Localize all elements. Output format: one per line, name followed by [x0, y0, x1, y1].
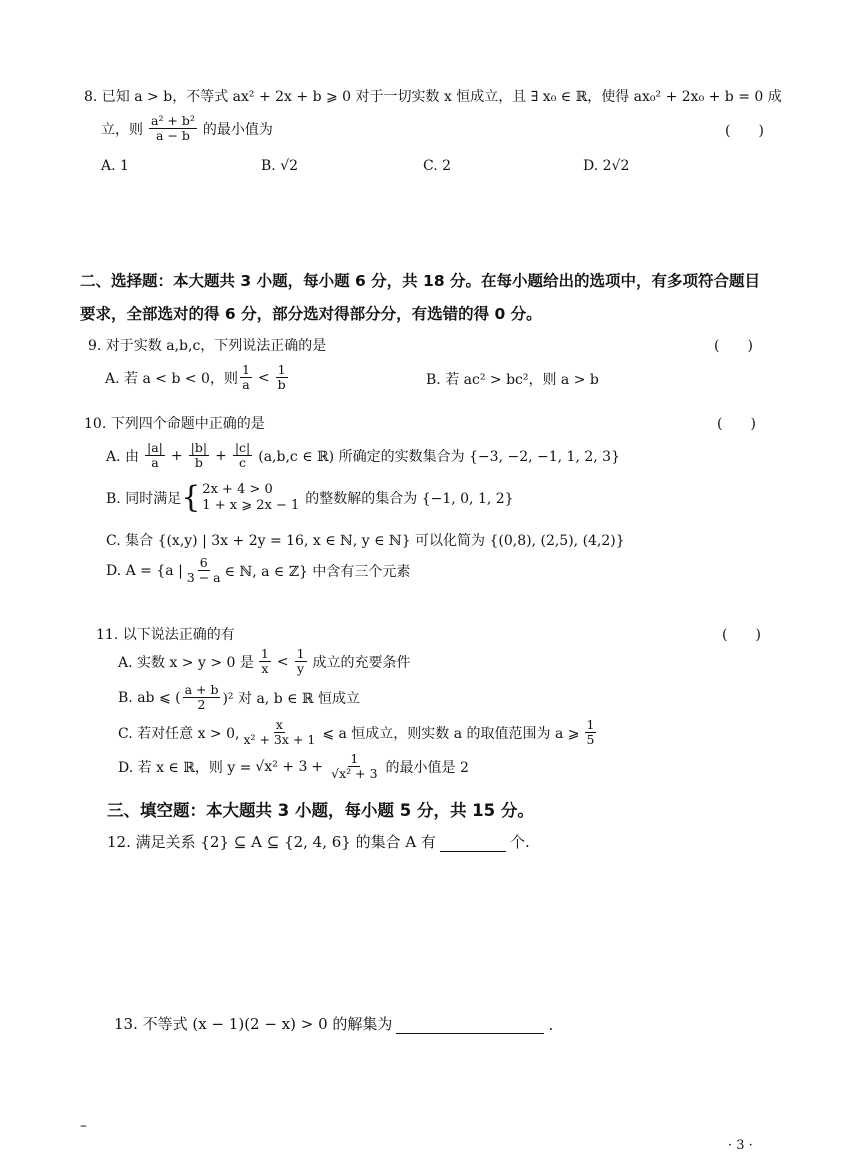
q11-d-pre: D. 若 x ∈ ℝ，则 y = — [118, 759, 252, 776]
q10-a-post: (a,b,c ∈ ℝ) 所确定的实数集合为 {−3, −2, −1, 1, 2, 3} — [258, 448, 620, 465]
q11-d-sqrt: √x² + 3 — [255, 758, 308, 775]
q9-answer-paren[interactable]: ( ) — [714, 338, 753, 354]
q11-d-frac-den: √x² + 3 — [331, 766, 378, 782]
q10-b-system-line1: 2x + 4 > 0 — [202, 482, 273, 497]
q8-frac-den: a − b — [156, 128, 190, 144]
q11-option-c[interactable] — [118, 718, 598, 748]
q8-option-d[interactable]: D. 2√2 — [583, 158, 630, 174]
q11-a-frac1 — [259, 647, 271, 677]
q11-a-frac1-num: 1 — [260, 646, 269, 661]
q10-option-c[interactable]: C. 集合 {(x,y) | 3x + 2y = 16, x ∈ ℕ, y ∈ ℕ} 可以化简为 {(0,8), (2,5), (4,2)} — [106, 533, 625, 549]
q11-a-lt: < — [276, 653, 289, 670]
q10-a-plus2: + — [215, 447, 227, 464]
q11-c-pre: C. 若对任意 x > 0, — [118, 725, 240, 742]
q8-fraction — [149, 114, 197, 144]
q13-pre: 13. 不等式 (x − 1)(2 − x) > 0 的解集为 — [114, 1015, 393, 1033]
q11-a-frac2-num: 1 — [296, 646, 305, 661]
q10-a-frac2-den: b — [194, 455, 203, 471]
q9-a-frac1-num: 1 — [241, 362, 250, 377]
q10-a-plus1: + — [170, 447, 183, 464]
q9-a-frac2-num: 1 — [277, 362, 286, 377]
q12-post: 个. — [510, 833, 530, 851]
q10-option-d[interactable] — [106, 556, 410, 586]
footer-left-mark: – — [80, 1118, 87, 1134]
q13-stem — [114, 1013, 553, 1034]
q9-option-a[interactable] — [105, 363, 290, 393]
q8-option-a[interactable]: A. 1 — [101, 158, 129, 174]
q8-line2-post: 的最小值为 — [202, 121, 273, 138]
q11-answer-paren[interactable]: ( ) — [722, 627, 761, 643]
q10-option-a[interactable] — [106, 441, 620, 471]
section2-heading-line1: 二、选择题：本大题共 3 小题，每小题 6 分，共 18 分。在每小题给出的选项中，有多项符合题目 — [80, 272, 761, 290]
q8-stem-line1: 8. 已知 a > b，不等式 ax² + 2x + b ⩾ 0 对于一切实数 x 恒成立，且 ∃ x₀ ∈ ℝ，使得 ax₀² + 2x₀ + b = 0 成 — [84, 89, 782, 105]
q10-a-frac1 — [145, 441, 165, 471]
q8-frac-num: a² + b² — [151, 113, 195, 128]
q11-option-b[interactable] — [118, 683, 360, 713]
q11-a-frac2 — [295, 647, 307, 677]
q10-b-system-line2: 1 + x ⩾ 2x − 1 — [202, 498, 300, 514]
q8-option-c[interactable]: C. 2 — [423, 158, 452, 174]
section3-heading: 三、填空题：本大题共 3 小题，每小题 5 分，共 15 分。 — [107, 801, 534, 820]
q9-a-frac1-den: a — [242, 377, 250, 393]
q10-a-frac3-num: |c| — [234, 440, 251, 455]
q10-d-frac-den: 3 − a — [186, 570, 221, 586]
q12-stem — [107, 831, 530, 852]
q11-c-frac-den: x² + 3x + 1 — [243, 732, 316, 748]
q10-a-pre: A. 由 — [106, 448, 140, 465]
q13-post: . — [548, 1016, 554, 1034]
q11-d-post: 的最小值是 2 — [385, 759, 469, 776]
q9-a-frac1 — [240, 363, 252, 393]
q11-option-a[interactable] — [118, 647, 411, 677]
q10-a-frac1-num: |a| — [147, 440, 163, 455]
q11-d-frac-num: 1 — [350, 751, 359, 766]
q13-answer-blank[interactable] — [396, 1017, 544, 1034]
q11-a-pre: A. 实数 x > y > 0 是 — [118, 654, 254, 671]
q10-d-frac — [185, 556, 223, 586]
q10-d-frac-num: 6 — [199, 555, 208, 570]
q11-a-frac2-den: y — [297, 661, 305, 677]
q11-b-frac-den: 2 — [197, 697, 206, 713]
q9-a-pre: A. 若 a < b < 0，则 — [105, 370, 238, 387]
page-number: · 3 · — [728, 1138, 753, 1153]
q9-a-frac2-den: b — [277, 377, 286, 393]
q11-b-pre: B. ab ⩽ ( — [118, 689, 181, 706]
q11-stem: 11. 以下说法正确的有 — [96, 627, 235, 643]
section2-heading-line2: 要求，全部选对的得 6 分，部分选对得部分分，有选错的得 0 分。 — [80, 305, 542, 323]
q9-a-frac2 — [276, 363, 288, 393]
q10-a-frac3-den: c — [239, 455, 247, 471]
q8-stem-line2 — [101, 114, 273, 144]
q10-a-frac3 — [233, 441, 252, 471]
q10-d-pre: D. A = {a | — [106, 562, 183, 579]
q10-answer-paren[interactable]: ( ) — [717, 416, 756, 432]
q11-b-frac — [183, 683, 221, 713]
q8-option-b[interactable]: B. √2 — [261, 158, 299, 174]
q11-d-frac — [329, 752, 379, 782]
q9-stem: 9. 对于实数 a,b,c，下列说法正确的是 — [88, 338, 327, 354]
q12-pre: 12. 满足关系 {2} ⊆ A ⊆ {2, 4, 6} 的集合 A 有 — [107, 833, 436, 851]
q8-line2-pre: 立，则 — [101, 121, 143, 138]
q11-c-frac2 — [585, 718, 597, 748]
q10-b-pre: B. 同时满足 — [106, 491, 182, 508]
q11-c-frac2-den: 5 — [586, 732, 595, 748]
q11-option-d[interactable] — [118, 752, 469, 782]
q8-answer-paren[interactable]: ( ) — [725, 123, 764, 139]
q11-a-post: 成立的充要条件 — [312, 654, 411, 671]
q11-c-frac-num: x — [275, 717, 283, 732]
left-brace-icon: { — [181, 480, 201, 516]
q11-c-frac — [241, 718, 317, 748]
q10-d-post: ∈ ℕ, a ∈ ℤ} 中含有三个元素 — [224, 563, 411, 580]
q11-a-frac1-den: x — [261, 661, 269, 677]
q11-b-frac-num: a + b — [184, 682, 219, 697]
q10-a-frac2 — [189, 441, 209, 471]
q10-a-frac2-num: |b| — [190, 440, 208, 455]
q10-option-b[interactable] — [106, 482, 514, 515]
q10-b-system — [181, 482, 299, 515]
q11-d-plus: + — [311, 758, 324, 775]
q12-answer-blank[interactable] — [440, 835, 506, 852]
q10-b-post: 的整数解的集合为 {−1, 0, 1, 2} — [305, 491, 514, 508]
q11-c-mid: ⩽ a 恒成立，则实数 a 的取值范围为 a ⩾ — [322, 725, 580, 742]
q9-option-b[interactable]: B. 若 ac² > bc²，则 a > b — [426, 372, 599, 388]
q11-c-frac2-num: 1 — [586, 717, 595, 732]
q10-stem: 10. 下列四个命题中正确的是 — [84, 416, 265, 432]
q9-a-lt: < — [257, 369, 270, 386]
q10-a-frac1-den: a — [151, 455, 159, 471]
q11-b-post: )² 对 a, b ∈ ℝ 恒成立 — [222, 690, 361, 707]
